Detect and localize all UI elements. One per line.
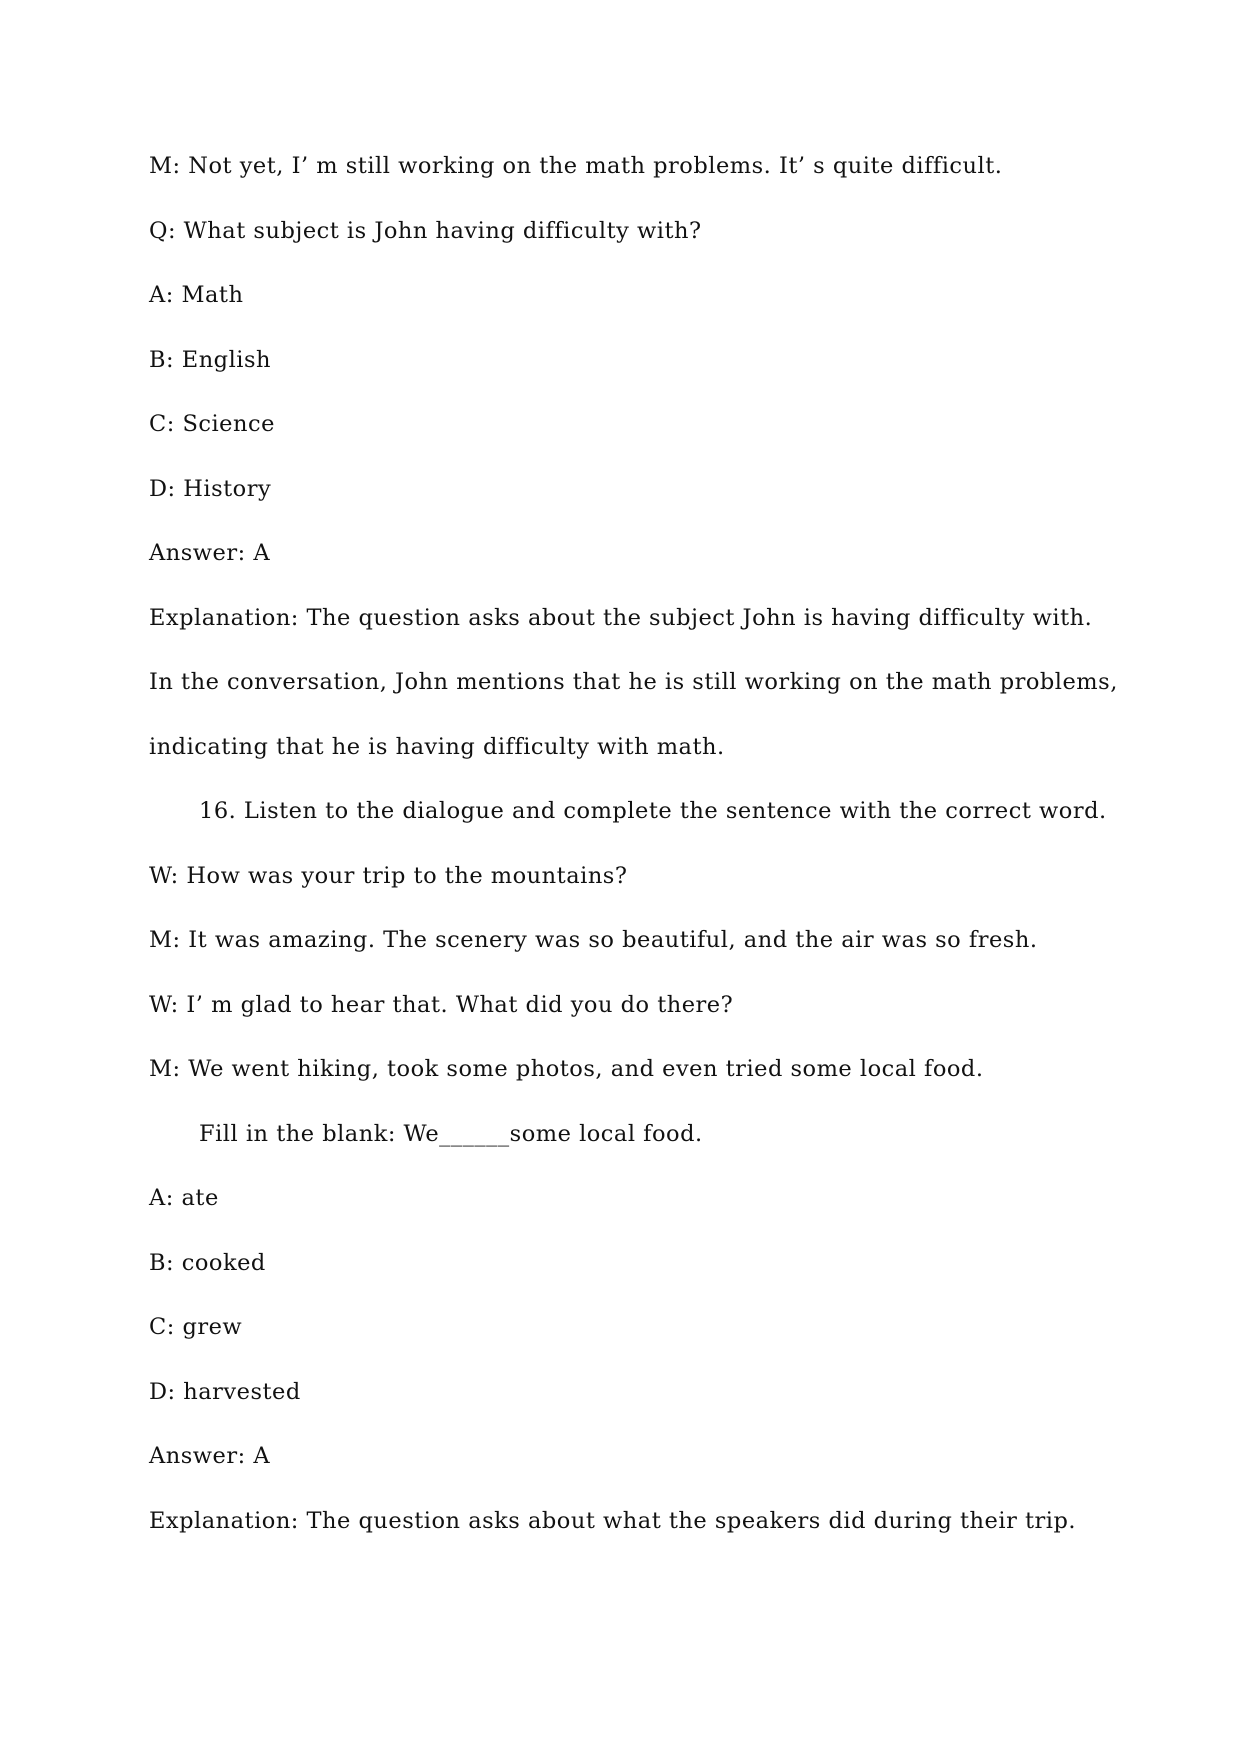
option-b: B: English xyxy=(149,347,272,373)
explanation-line: Explanation: The question asks about what the speakers did during their trip. xyxy=(149,1508,1077,1534)
option-a: A: Math xyxy=(149,282,244,308)
dialogue-line: M: We went hiking, took some photos, and even tried some local food. xyxy=(149,1056,984,1082)
dialogue-line: W: I’ m glad to hear that. What did you do there? xyxy=(149,992,734,1018)
answer-line: Answer: A xyxy=(149,540,271,566)
explanation-line: In the conversation, John mentions that he is still working on the math problems, xyxy=(149,669,1118,695)
answer-line: Answer: A xyxy=(149,1443,271,1469)
dialogue-line: M: It was amazing. The scenery was so beautiful, and the air was so fresh. xyxy=(149,927,1038,953)
question-heading: 16. Listen to the dialogue and complete the sentence with the correct word. xyxy=(199,798,1107,824)
dialogue-line: M: Not yet, I’ m still working on the math problems. It’ s quite difficult. xyxy=(149,153,1003,179)
option-a: A: ate xyxy=(149,1185,219,1211)
option-c: C: Science xyxy=(149,411,275,437)
explanation-line: indicating that he is having difficulty with math. xyxy=(149,734,725,760)
explanation-line: Explanation: The question asks about the subject John is having difficulty with. xyxy=(149,605,1093,631)
fill-in-blank-prompt: Fill in the blank: We______some local food. xyxy=(199,1121,703,1147)
question-line: Q: What subject is John having difficulty with? xyxy=(149,218,702,244)
option-d: D: History xyxy=(149,476,272,502)
option-c: C: grew xyxy=(149,1314,243,1340)
dialogue-line: W: How was your trip to the mountains? xyxy=(149,863,628,889)
option-d: D: harvested xyxy=(149,1379,301,1405)
option-b: B: cooked xyxy=(149,1250,266,1276)
